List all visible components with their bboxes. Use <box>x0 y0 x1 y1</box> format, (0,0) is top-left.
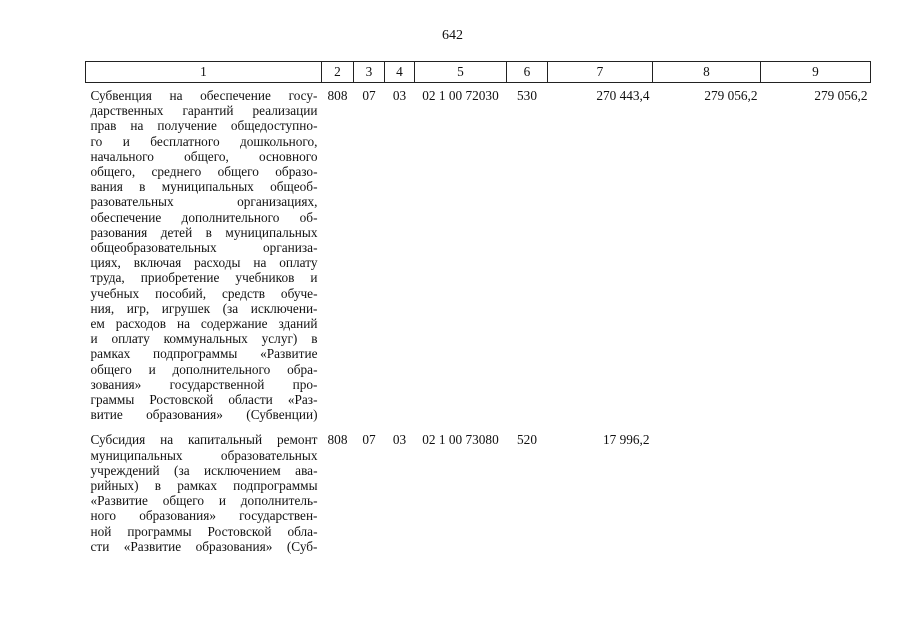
desc-line: граммы Ростовской области «Раз- <box>90 392 318 408</box>
expense-type-code: 530 <box>517 88 537 103</box>
desc-line: рийных) в рамках подпрограммы <box>90 478 318 494</box>
table-header <box>86 62 871 83</box>
table-row <box>86 422 871 554</box>
desc-line: го и бесплатного дошкольного, <box>90 133 318 149</box>
header-cell-6: 6 <box>507 62 548 83</box>
desc-line: обеспечение дополнительного об- <box>90 209 318 225</box>
desc-line: ем расходов на содержание зданий <box>90 316 318 332</box>
header-cell-4: 4 <box>385 62 415 83</box>
amount-col7: 17 996,2 <box>602 432 650 448</box>
desc-line: вания в муниципальных общеоб- <box>90 179 318 195</box>
desc-line: и оплату коммунальных услуг) в <box>90 331 318 347</box>
desc-line: труда, приобретение учебников и <box>90 270 318 286</box>
row-description <box>86 83 322 423</box>
desc-line: разования детей в муниципальных <box>90 224 318 240</box>
desc-line: Субсидия на капитальный ремонт <box>90 432 318 448</box>
amount-col9 <box>761 422 871 554</box>
desc-line: рамках подпрограммы «Развитие <box>90 346 318 362</box>
target-article-code: 02 1 00 73080 <box>422 432 499 448</box>
header-cell-3: 3 <box>354 62 385 83</box>
ministry-code: 808 <box>327 432 348 448</box>
amount-col8: 279 056,2 <box>704 88 758 103</box>
ministry-code: 808 <box>327 88 348 103</box>
amount-col9: 279 056,2 <box>814 88 868 103</box>
desc-line: муниципальных образовательных <box>90 447 318 463</box>
desc-line: зования» государственной про- <box>90 376 318 392</box>
header-cell-7: 7 <box>548 62 653 83</box>
row-description <box>86 422 322 554</box>
desc-line: сти «Развитие образования» (Суб- <box>90 538 318 554</box>
section-code: 07 <box>362 432 376 448</box>
desc-line: общеобразовательных организа- <box>90 240 318 256</box>
desc-line: Субвенция на обеспечение госу- <box>90 88 318 103</box>
desc-line: циях, включая расходы на оплату <box>90 255 318 271</box>
desc-line: ного образования» государствен- <box>90 508 318 524</box>
table-row <box>86 83 871 423</box>
amount-col7: 270 443,4 <box>596 88 650 103</box>
desc-line: ной программы Ростовской обла- <box>90 523 318 539</box>
desc-line: ния, игр, игрушек (за исключени- <box>90 300 318 316</box>
desc-line: учебных пособий, средств обуче- <box>90 285 318 301</box>
desc-line: разовательных организациях, <box>90 194 318 210</box>
page-number: 642 <box>442 28 463 43</box>
budget-table <box>85 61 871 554</box>
desc-line: витие образования» (Субвенции) <box>90 407 318 423</box>
header-cell-2: 2 <box>322 62 354 83</box>
target-article-code: 02 1 00 72030 <box>422 88 499 103</box>
desc-line: прав на получение общедоступно- <box>90 118 318 134</box>
desc-line: начального общего, основного <box>90 148 318 164</box>
desc-line: дарственных гарантий реализации <box>90 103 318 119</box>
section-code: 07 <box>362 88 376 103</box>
amount-col8 <box>653 422 761 554</box>
header-cell-1: 1 <box>86 62 322 83</box>
header-cell-5: 5 <box>415 62 507 83</box>
subsection-code: 03 <box>392 432 407 448</box>
desc-line: общего и дополнительного обра- <box>90 361 318 377</box>
desc-line: учреждений (за исключением ава- <box>90 462 318 478</box>
subsection-code: 03 <box>392 88 407 103</box>
desc-line: «Развитие общего и дополнитель- <box>90 493 318 509</box>
desc-line: общего, среднего общего образо- <box>90 164 318 180</box>
expense-type-code: 520 <box>517 432 537 448</box>
header-cell-9: 9 <box>761 62 871 83</box>
header-cell-8: 8 <box>653 62 761 83</box>
